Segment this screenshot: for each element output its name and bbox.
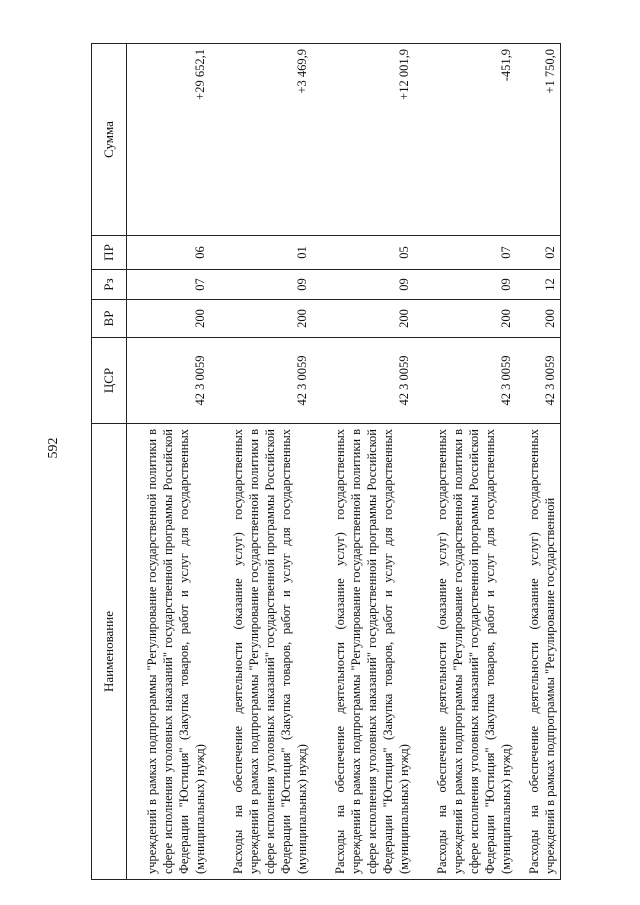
page-number: 592 — [46, 437, 61, 459]
row-csr: 42 3 0059 — [210, 338, 312, 424]
row-name: Расходы на обеспечение деятельности (оказание услуг) государственных учреждений в рамках подпрограммы "Регулирование государственной — [516, 424, 560, 880]
row-rz: 09 — [312, 270, 414, 300]
header-csr: ЦСР — [92, 338, 127, 424]
row-sum: +29 652,1 — [127, 44, 210, 236]
row-vr: 200 — [312, 300, 414, 338]
row-pr: 07 — [414, 236, 516, 270]
row-pr: 05 — [312, 236, 414, 270]
row-sum: +12 001,9 — [312, 44, 414, 236]
row-csr: 42 3 0059 — [312, 338, 414, 424]
budget-table — [91, 43, 561, 880]
row-sum: +3 469,9 — [210, 44, 312, 236]
header-name: Наименование — [92, 424, 127, 880]
header-rz: Рз — [92, 270, 127, 300]
table-row — [516, 44, 560, 880]
row-rz: 07 — [127, 270, 210, 300]
header-vr: ВР — [92, 300, 127, 338]
table-row — [312, 44, 414, 880]
row-pr: 06 — [127, 236, 210, 270]
row-name: Расходы на обеспечение деятельности (оказание услуг) государственных учреждений в рамках подпрограммы "Регулирование государственной политики в сфере исполнения уголовных наказаний" государственной программы Российской Федерации "Юстиция" (Закупка товаров, работ и услуг для государственных (муниципальных) нужд) — [414, 424, 516, 880]
table-row — [210, 44, 312, 880]
row-csr: 42 3 0059 — [414, 338, 516, 424]
row-vr: 200 — [127, 300, 210, 338]
header-sum: Сумма — [92, 44, 127, 236]
row-rz: 12 — [516, 270, 560, 300]
row-csr: 42 3 0059 — [516, 338, 560, 424]
row-sum: +1 750,0 — [516, 44, 560, 236]
row-rz: 09 — [210, 270, 312, 300]
row-pr: 02 — [516, 236, 560, 270]
row-vr: 200 — [414, 300, 516, 338]
row-sum: -451,9 — [414, 44, 516, 236]
budget-table-frame — [91, 44, 561, 880]
row-rz: 09 — [414, 270, 516, 300]
table-row — [127, 44, 210, 880]
row-name: учреждений в рамках подпрограммы "Регулирование государственной политики в сфере исполнения уголовных наказаний" государственной программы Российской Федерации "Юстиция" (Закупка товаров, работ и услуг для государственных (муниципальных) нужд) — [127, 424, 210, 880]
row-pr: 01 — [210, 236, 312, 270]
row-csr: 42 3 0059 — [127, 338, 210, 424]
row-vr: 200 — [210, 300, 312, 338]
table-row — [414, 44, 516, 880]
row-name: Расходы на обеспечение деятельности (оказание услуг) государственных учреждений в рамках подпрограммы "Регулирование государственной политики в сфере исполнения уголовных наказаний" государственной программы Российской Федерации "Юстиция" (Закупка товаров, работ и услуг для государственных (муниципальных) нужд) — [312, 424, 414, 880]
row-vr: 200 — [516, 300, 560, 338]
header-pr: ПР — [92, 236, 127, 270]
row-name: Расходы на обеспечение деятельности (оказание услуг) государственных учреждений в рамках подпрограммы "Регулирование государственной политики в сфере исполнения уголовных наказаний" государственной программы Российской Федерации "Юстиция" (Закупка товаров, работ и услуг для государственных (муниципальных) нужд) — [210, 424, 312, 880]
table-header-row — [92, 44, 127, 880]
